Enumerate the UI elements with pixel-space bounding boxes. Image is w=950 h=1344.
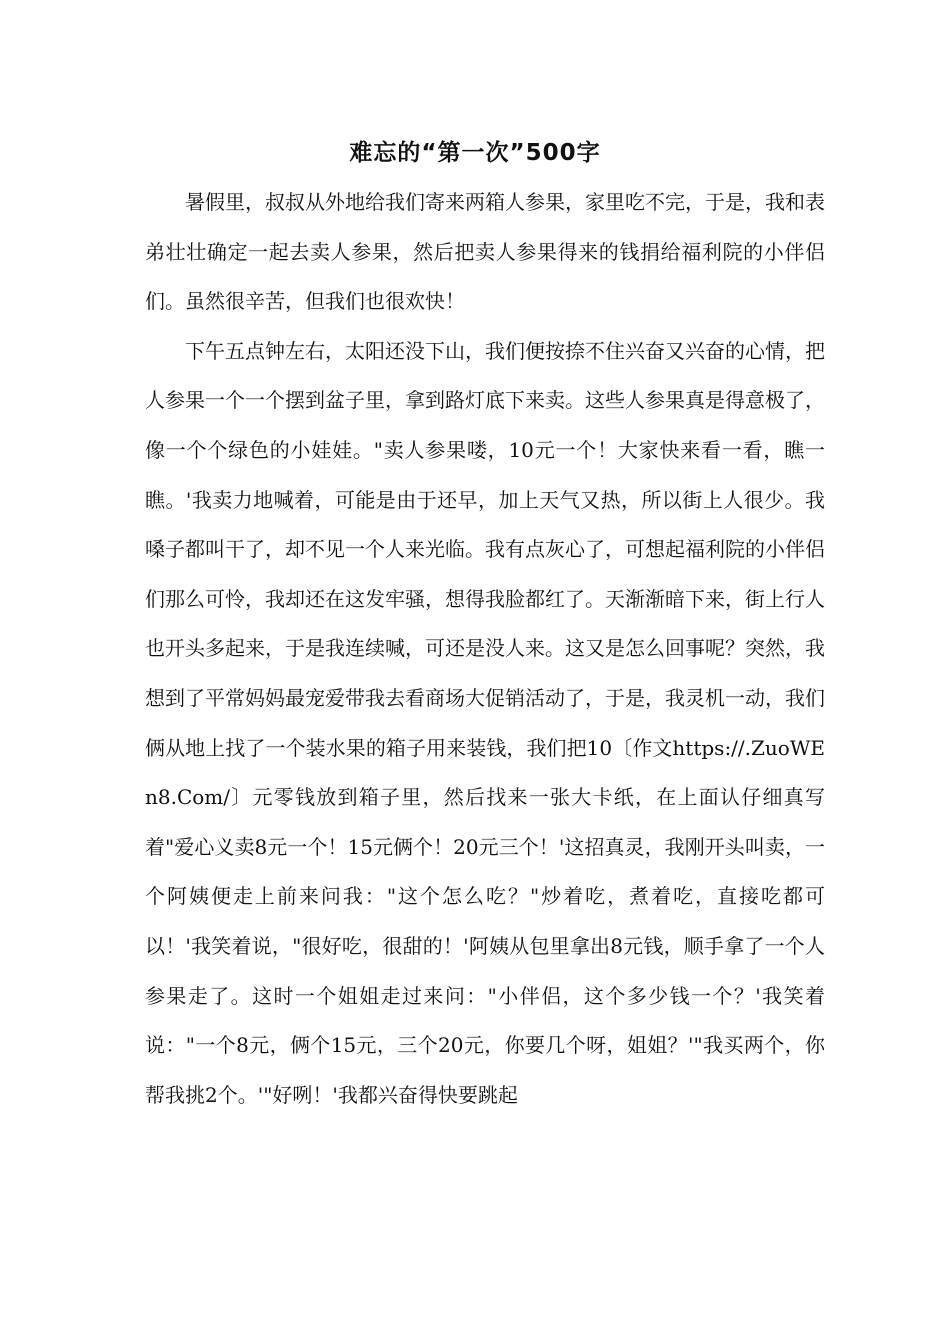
document-title: 难忘的“第一次”500字: [349, 140, 601, 166]
paragraph-1: 暑假里，叔叔从外地给我们寄来两箱人参果，家里吃不完，于是，我和表弟壮壮确定一起去卖人参果，然后把卖人参果得来的钱捐给福利院的小伴侣们。虽然很辛苦，但我们也很欢快！: [145, 190, 825, 314]
paragraph-2: 下午五点钟左右，太阳还没下山，我们便按捺不住兴奋又兴奋的心情，把人参果一个一个摆到盆子里，拿到路灯底下来卖。这些人参果真是得意极了，像一个个绿色的小娃娃。"卖人参果喽，10元一个！大家快来看一看，瞧一瞧。'我卖力地喊着，可能是由于还早，加上天气又热，所以街上人很少。我嗓子都叫干了，却不见一个人来光临。我有点灰心了，可想起福利院的小伴侣们那么可怜，我却还在这发牢骚，想得我脸都红了。天渐渐暗下来，街上行人也开头多起来，于是我连续喊，可还是没人来。这又是怎么回事呢？突然，我想到了平常妈妈最宠爱带我去看商场大促销活动了，于是，我灵机一动，我们俩从地上找了一个装水果的箱子用来装钱，我们把10〔作文https://.ZuoWEn8.Com/〕元零钱放到箱子里，然后找来一张大卡纸，在上面认仔细真写着"爱心义卖8元一个！15元俩个！20元三个！'这招真灵，我刚开头叫卖，一个阿姨便走上前来问我："这个怎么吃？"炒着吃，煮着吃，直接吃都可以！'我笑着说，"很好吃，很甜的！'阿姨从包里拿出8元钱，顺手拿了一个人参果走了。这时一个姐姐走过来问："小伴侣，这个多少钱一个？'我笑着说："一个8元，俩个15元，三个20元，你要几个呀，姐姐？'"我买两个，你帮我挑2个。'"好咧！'我都兴奋得快要跳起: [145, 338, 825, 1107]
document-body: [145, 178, 825, 1120]
